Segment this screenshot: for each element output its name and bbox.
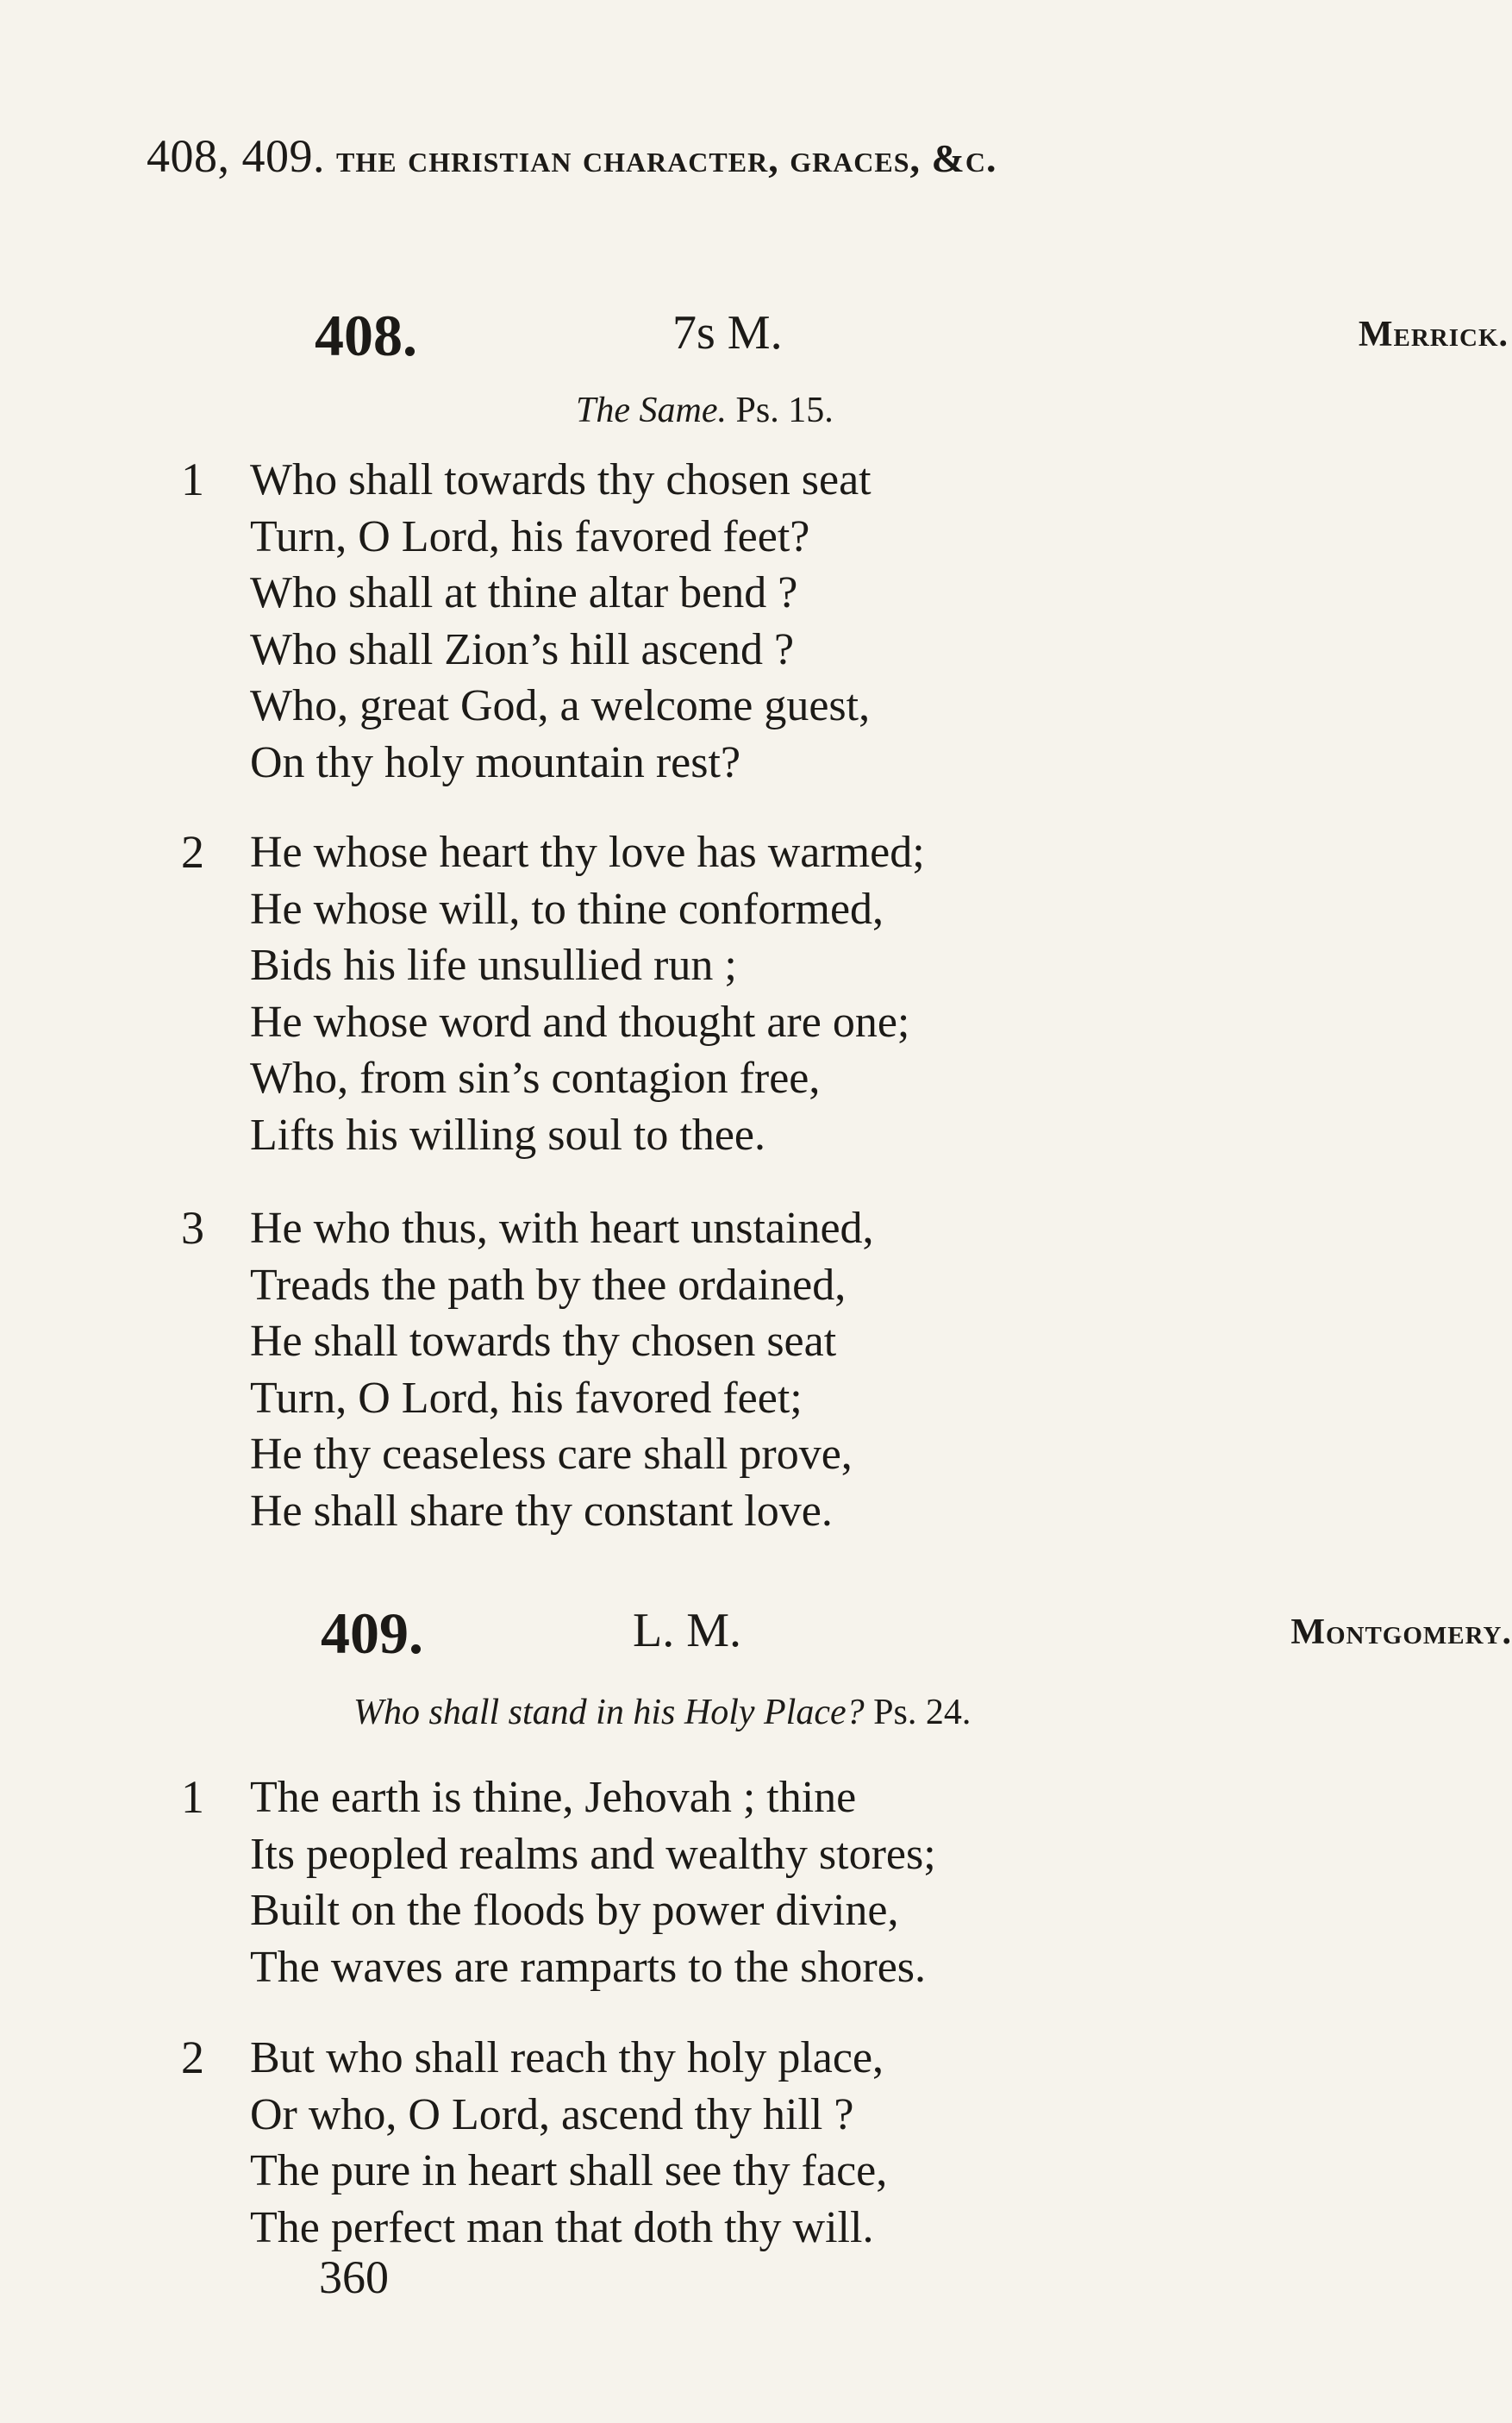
verse-number: 1 [181, 1771, 204, 1823]
hymn-408-verse-2 [181, 824, 1267, 1163]
subtitle-text: The Same. [576, 391, 727, 430]
hymn-number: 409. [321, 1600, 423, 1666]
verse-line: Lifts his willing soul to thee. [250, 1110, 765, 1160]
hymn-408-subtitle [576, 390, 834, 431]
verse-line: Who, from sin’s contagion free, [250, 1054, 821, 1103]
verse-number: 2 [181, 826, 204, 878]
verse-number: 3 [181, 1202, 204, 1254]
verse-line: He thy ceaseless care shall prove, [250, 1430, 853, 1479]
verse-line: He whose heart thy love has warmed; [250, 828, 925, 877]
verse-line: Who shall at thine altar bend ? [250, 568, 798, 617]
hymn-408-header [315, 302, 1509, 371]
running-head [147, 129, 1293, 183]
hymn-409-verse-1 [181, 1769, 1267, 1995]
verse-line: He shall share thy constant love. [250, 1486, 833, 1536]
verse-line: Who shall towards thy chosen seat [250, 455, 872, 504]
subtitle-text: Who shall stand in his Holy Place? [353, 1693, 865, 1732]
verse-line: On thy holy mountain rest? [250, 737, 741, 787]
hymn-meter: L. M. [633, 1604, 741, 1657]
verse-line: But who shall reach thy holy place, [250, 2033, 884, 2082]
hymn-author: Merrick. [1358, 315, 1509, 354]
verse-line: The earth is thine, Jehovah ; thine [250, 1773, 857, 1822]
verse-line: Its peopled realms and wealthy stores; [250, 1829, 936, 1879]
psalm-reference: Ps. 15. [735, 391, 834, 430]
hymn-author: Montgomery. [1290, 1612, 1512, 1652]
verse-line: Turn, O Lord, his favored feet; [250, 1373, 803, 1423]
verse-line: The perfect man that doth thy will. [250, 2202, 874, 2252]
verse-line: Who, great God, a welcome guest, [250, 681, 871, 730]
running-head-numbers: 408, 409. [147, 130, 325, 182]
hymn-meter: 7s M. [672, 306, 783, 360]
running-head-title: the christian character, graces, &c. [336, 136, 997, 180]
verse-line: Who shall Zion’s hill ascend ? [250, 624, 795, 674]
verse-line: He who thus, with heart unstained, [250, 1204, 874, 1253]
verse-line: Or who, O Lord, ascend thy hill ? [250, 2089, 854, 2139]
verse-line: He whose word and thought are one; [250, 997, 910, 1047]
hymn-408-verse-1 [181, 452, 1267, 791]
page-number: 360 [319, 2251, 389, 2303]
hymn-409-verse-2 [181, 2030, 1267, 2256]
verse-line: Bids his life unsullied run ; [250, 941, 737, 990]
hymn-408-verse-3 [181, 1200, 1267, 1539]
verse-line: Built on the floods by power divine, [250, 1886, 899, 1935]
verse-line: The pure in heart shall see thy face, [250, 2146, 888, 2195]
verse-line: Treads the path by thee ordained, [250, 1260, 847, 1310]
verse-number: 1 [181, 454, 204, 505]
hymn-409-header [321, 1600, 1512, 1669]
psalm-reference: Ps. 24. [873, 1693, 972, 1732]
verse-line: The waves are ramparts to the shores. [250, 1942, 927, 1992]
hymn-number: 408. [315, 303, 417, 368]
hymn-409-subtitle [353, 1692, 971, 1733]
verse-number: 2 [181, 2032, 204, 2083]
verse-line: He shall towards thy chosen seat [250, 1317, 837, 1366]
verse-line: Turn, O Lord, his favored feet? [250, 511, 810, 561]
verse-line: He whose will, to thine conformed, [250, 884, 884, 934]
